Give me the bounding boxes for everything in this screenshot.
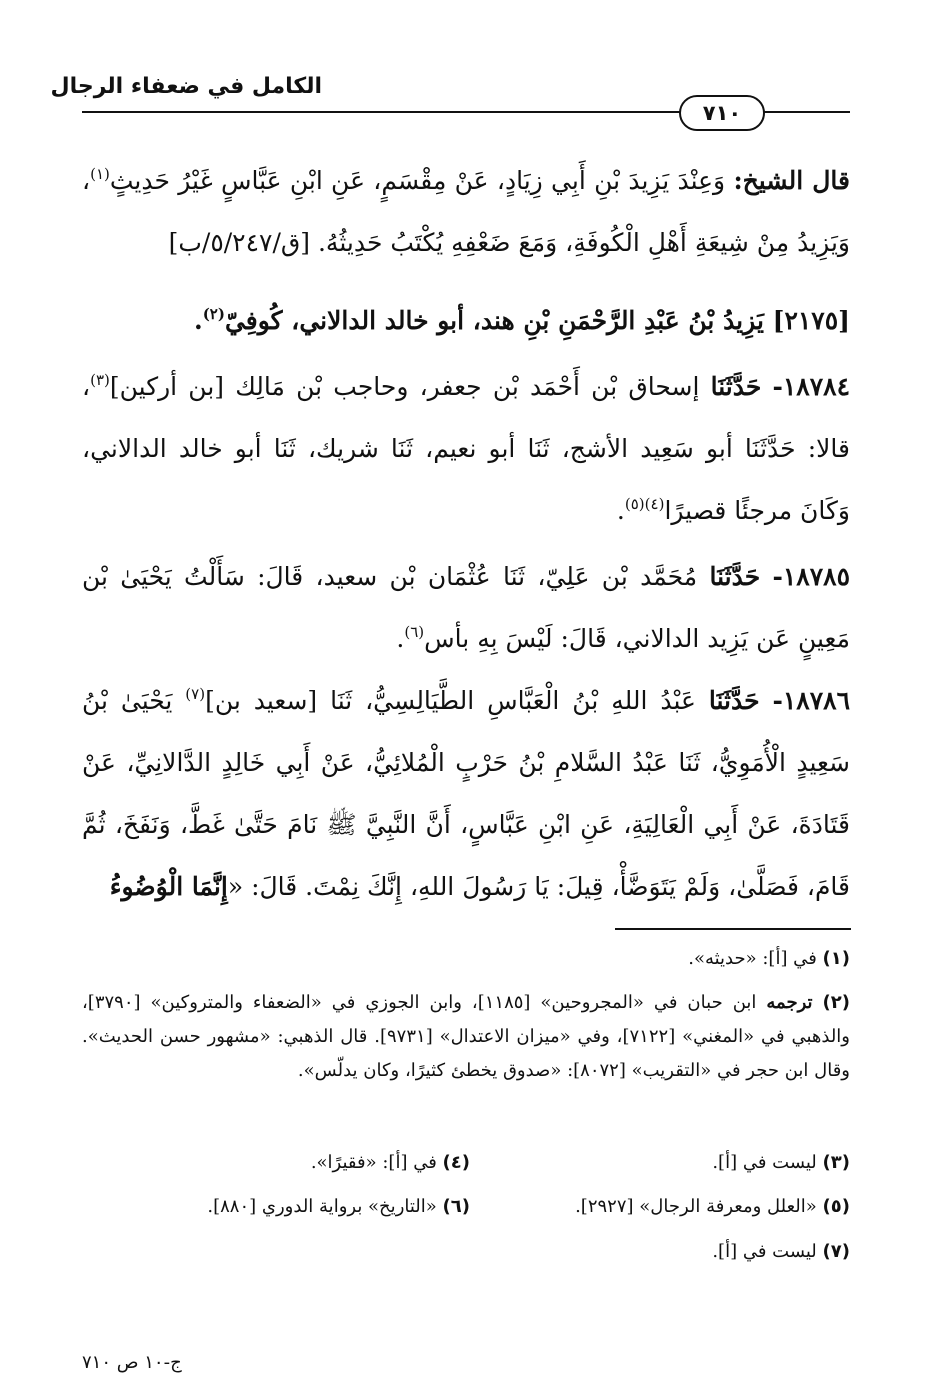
footnote-text: «العلل ومعرفة الرجال» [٢٩٢٧]. [575,1196,817,1217]
hadith-18786 [82,670,850,918]
page-number: ٧١٠ [702,100,742,125]
footnote-text: «التاريخ» برواية الدوري [٨٨٠]. [207,1196,437,1217]
hadith-end: . [616,496,625,525]
volume-page-code: ج-١٠ ص ٧١٠ [82,1352,182,1373]
hadith-lead-word: حَدَّثَنَا [710,372,762,401]
footnote-ref-4-5: (٤)(٥) [624,495,665,513]
speaker-label: قال الشيخ: [733,166,850,195]
footnote-7 [520,1235,850,1269]
comment-text-a: وَعِنْدَ يَزِيدَ بْنِ أَبِي زِيَادٍ، عَنْ مِقْسَمٍ، عَنِ ابْنِ عَبَّاسٍ غَيْرُ حَدِيثٍ [109,166,734,195]
footnote-ref-2: (٢) [202,305,225,323]
biography-heading [82,296,850,346]
footnote-number: (٤) [442,1152,470,1173]
hadith-number: ١٨٧٨٥- [772,562,850,591]
footnote-number: (٣) [822,1152,850,1173]
hadith-end: . [396,624,405,653]
hadith-18784 [82,356,850,542]
footnote-text: ليست في [أ]. [712,1152,817,1173]
hadith-18785 [82,546,850,670]
footnote-text: في [أ]: «حديثه». [688,948,817,969]
comment-text-b: ، وَيَزِيدُ مِنْ شِيعَةِ أَهْلِ الْكُوفَةِ، وَمَعَ ضَعْفِهِ يُكْتَبُ حَدِيثُهُ. [ق/٥/٢٤٧/ب] [82,166,850,257]
footnote-ref-3: (٣) [90,371,110,389]
hadith-text-a: عَبْدُ اللهِ بْنُ الْعَبَّاسِ الطَّيَالِسِيُّ، ثَنَا [سعيد بن] [205,686,709,715]
footnote-number: (٥) [822,1196,850,1217]
footnote-text: ابن حبان في «المجروحين» [١١٨٥]، وابن الجوزي في «الضعفاء والمتروكين» [٣٧٩٠]، والذهبي في «المغني» [٧١٢٢]، وفي «ميزان الاعتدال» [٩٧٣١]. قال الذهبي: «مشهور حسن الحديث». وقال ابن حجر في «التقريب» [٨٠٧٢]: «صدوق يخطئ كثيرًا، وكان يدلّس». [82,992,850,1081]
hadith-lead-word: حَدَّثَنَا [709,562,761,591]
footnote-number: (١) [822,948,850,969]
footnote-2 [82,986,850,1088]
footnote-text: ليست في [أ]. [712,1241,817,1262]
hadith-number: ١٨٧٨٦- [772,686,850,715]
footnote-number: (٢) [822,992,850,1013]
footnote-number: (٦) [442,1196,470,1217]
footnote-number: (٧) [822,1241,850,1262]
biography-title: [٢١٧٥] يَزِيدُ بْنُ عَبْدِ الرَّحْمَنِ بْنِ هند، أبو خالد الدالاني، كُوفِيّ [224,306,850,335]
hadith-text: مُحَمَّد بْن عَلِيّ، ثَنَا عُثْمَان بْن سعيد، قَالَ: سَأَلْتُ يَحْيَىٰ بْن مَعِينٍ عَن يَزِيد الدالاني، قَالَ: لَيْسَ بِهِ بأس [82,562,850,653]
footnote-1 [82,942,850,976]
hadith-text-a: إسحاق بْن أَحْمَد بْن جعفر، وحاجب بْن مَالِك [بن أركين] [109,372,711,401]
hadith-text-b: ، قالا: حَدَّثَنَا أبو سَعِيد الأشج، ثَنَا أبو نعيم، ثَنَا شريك، ثَنَا أبو خالد الدالاني، وَكَانَ مرجئًا قصيرًا [82,372,850,525]
footnote-ref-6: (٦) [404,623,425,641]
footnote-separator [615,928,851,930]
footnote-5 [520,1190,850,1224]
footnote-text: في [أ]: «فقيرًا». [310,1152,437,1173]
hadith-quote-bold: إِنَّمَا الْوُضُوءُ [109,872,228,901]
page-number-badge [679,95,765,131]
footnote-6 [150,1190,470,1224]
footnote-lead-word: ترجمه [766,992,813,1013]
biography-heading-end: . [193,306,203,335]
hadith-number: ١٨٧٨٤- [772,372,850,401]
running-header-title: الكامل في ضعفاء الرجال [50,74,322,99]
footnote-3 [520,1146,850,1180]
hadith-text-b: يَحْيَىٰ بْنُ سَعِيدٍ الْأُمَوِيُّ، ثَنَا عَبْدُ السَّلامِ بْنُ حَرْبٍ الْمُلائِيُّ، عَنْ أَبِي خَالِدٍ الدَّالانِيِّ، عَنْ قَتَادَةَ، عَنْ أَبِي الْعَالِيَةِ، عَنِ ابْنِ عَبَّاسٍ، أَنَّ النَّبِيَّ ﷺ نَامَ حَتَّىٰ غَطَّ، وَنَفَخَ، ثُمَّ قَامَ، فَصَلَّىٰ، وَلَمْ يَتَوَضَّأْ، قِيلَ: يَا رَسُولَ اللهِ، إِنَّكَ نِمْتَ. قَالَ: « [82,686,850,901]
footnote-ref-7: (٧) [185,685,206,703]
footnote-4 [150,1146,470,1180]
hadith-lead-word: حَدَّثَنَا [708,686,760,715]
footnote-ref-1: (١) [90,165,110,183]
sheikh-comment-paragraph [82,150,850,274]
